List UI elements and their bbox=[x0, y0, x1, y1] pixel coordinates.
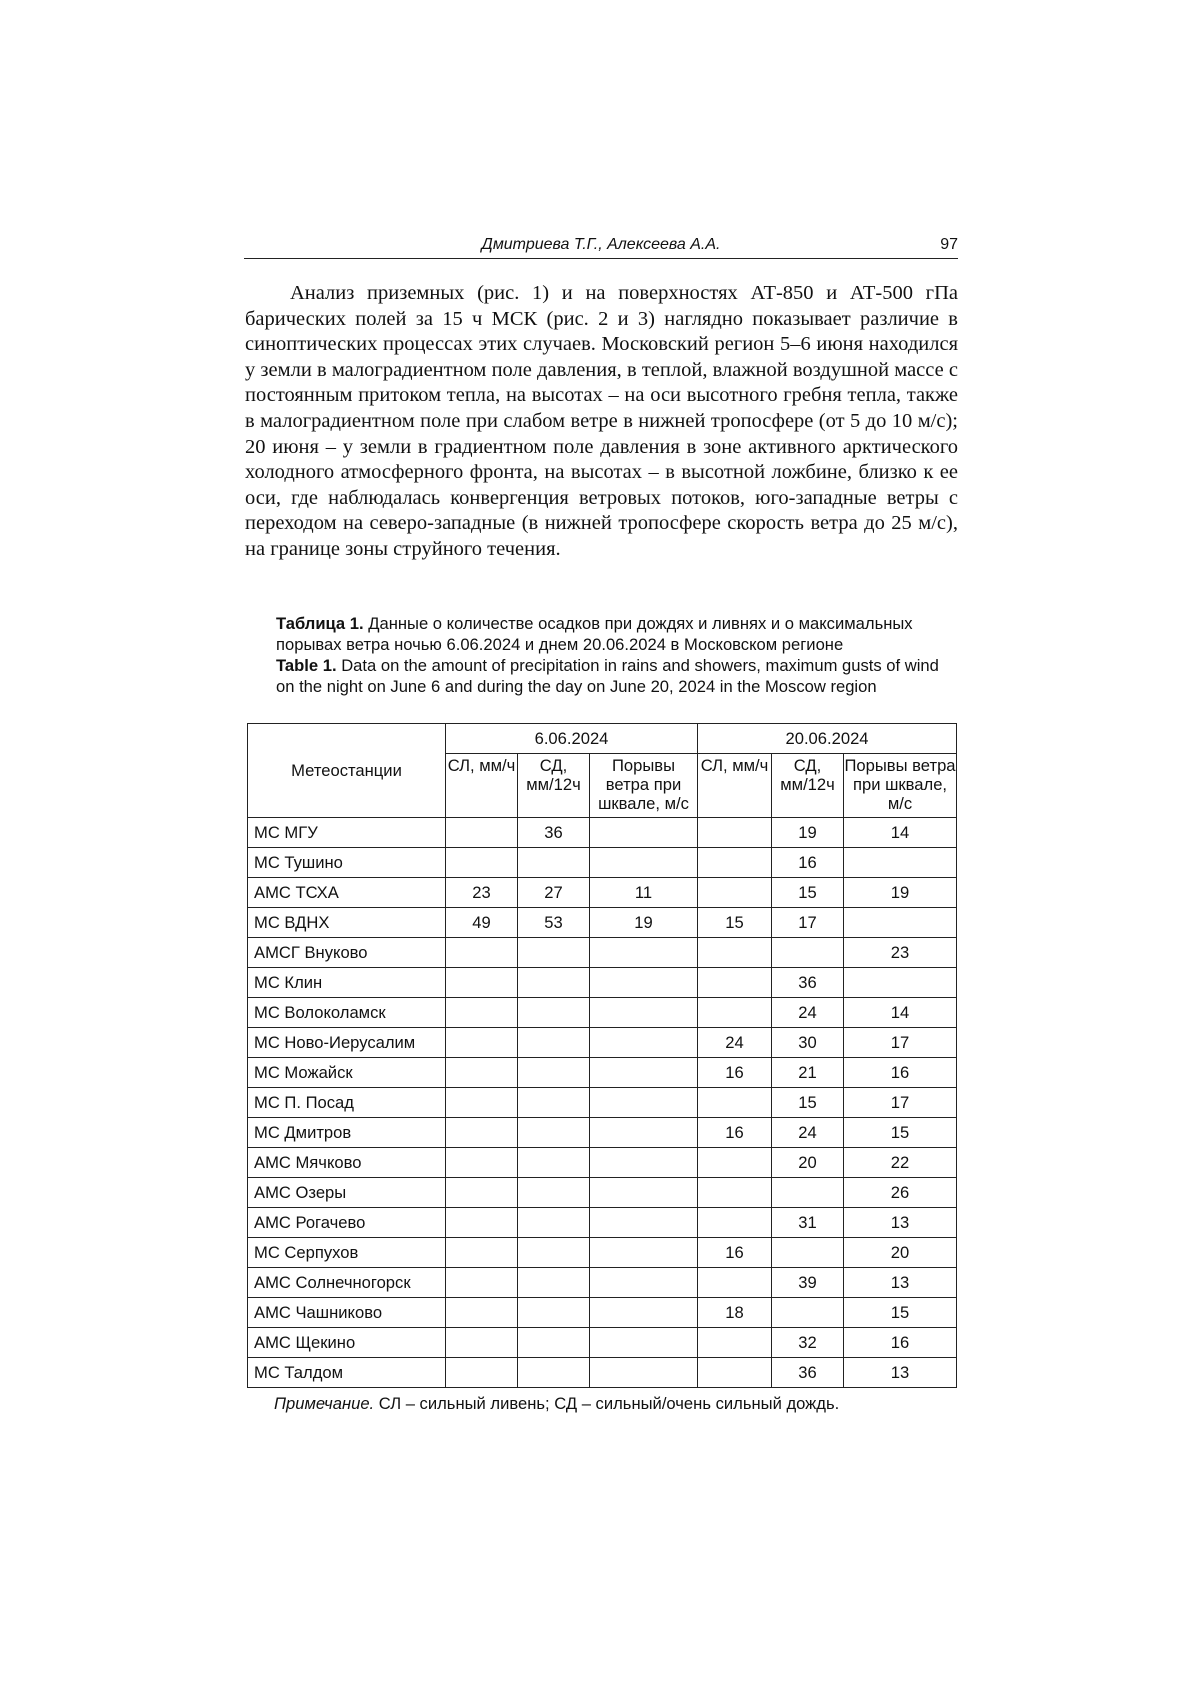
table-note bbox=[274, 1394, 954, 1414]
cell-sd-6-06: 27 bbox=[518, 878, 590, 908]
cell-sd-6-06 bbox=[518, 1358, 590, 1388]
table-row bbox=[248, 1148, 957, 1178]
cell-sd-20-06: 39 bbox=[772, 1268, 844, 1298]
cell-sl-6-06 bbox=[446, 1358, 518, 1388]
cell-sd-6-06 bbox=[518, 1058, 590, 1088]
cell-station: АМС Щекино bbox=[248, 1328, 446, 1358]
cell-sl-20-06 bbox=[698, 938, 772, 968]
cell-gust-6-06 bbox=[590, 1328, 698, 1358]
cell-station: АМСГ Внуково bbox=[248, 938, 446, 968]
cell-sl-6-06 bbox=[446, 1208, 518, 1238]
cell-sl-6-06 bbox=[446, 1178, 518, 1208]
cell-sd-6-06 bbox=[518, 1178, 590, 1208]
cell-sl-20-06 bbox=[698, 1358, 772, 1388]
cell-gust-6-06 bbox=[590, 1178, 698, 1208]
cell-station: АМС Солнечногорск bbox=[248, 1268, 446, 1298]
cell-sl-6-06 bbox=[446, 1268, 518, 1298]
cell-sl-20-06: 16 bbox=[698, 1238, 772, 1268]
cell-sd-20-06: 21 bbox=[772, 1058, 844, 1088]
running-head bbox=[244, 236, 958, 259]
cell-station: МС П. Посад bbox=[248, 1088, 446, 1118]
cell-gust-20-06: 14 bbox=[844, 818, 957, 848]
cell-sl-6-06 bbox=[446, 1058, 518, 1088]
note-label: Примечание. bbox=[274, 1394, 375, 1413]
cell-sd-6-06 bbox=[518, 1268, 590, 1298]
cell-station: МС Талдом bbox=[248, 1358, 446, 1388]
cell-station: МС Серпухов bbox=[248, 1238, 446, 1268]
cell-sl-6-06 bbox=[446, 968, 518, 998]
cell-station: АМС ТСХА bbox=[248, 878, 446, 908]
cell-gust-20-06 bbox=[844, 908, 957, 938]
cell-sl-20-06 bbox=[698, 998, 772, 1028]
cell-station: МС Тушино bbox=[248, 848, 446, 878]
table-row bbox=[248, 1088, 957, 1118]
cell-sd-6-06 bbox=[518, 1208, 590, 1238]
table-row bbox=[248, 1178, 957, 1208]
cell-sd-20-06: 15 bbox=[772, 878, 844, 908]
cell-gust-6-06 bbox=[590, 968, 698, 998]
caption-ru bbox=[276, 613, 946, 655]
cell-gust-6-06 bbox=[590, 1208, 698, 1238]
cell-gust-20-06: 14 bbox=[844, 998, 957, 1028]
cell-sd-20-06: 19 bbox=[772, 818, 844, 848]
cell-station: МС ВДНХ bbox=[248, 908, 446, 938]
cell-gust-20-06: 22 bbox=[844, 1148, 957, 1178]
header-gust-1: Порывы ветра при шквале, м/с bbox=[590, 754, 698, 818]
cell-gust-6-06 bbox=[590, 1088, 698, 1118]
cell-sl-6-06 bbox=[446, 1028, 518, 1058]
cell-sd-6-06 bbox=[518, 968, 590, 998]
cell-station: МС Дмитров bbox=[248, 1118, 446, 1148]
cell-gust-20-06: 20 bbox=[844, 1238, 957, 1268]
cell-gust-6-06 bbox=[590, 1148, 698, 1178]
table-row bbox=[248, 1118, 957, 1148]
cell-sd-20-06: 31 bbox=[772, 1208, 844, 1238]
cell-sl-20-06 bbox=[698, 818, 772, 848]
table-row bbox=[248, 1298, 957, 1328]
cell-gust-6-06 bbox=[590, 818, 698, 848]
cell-sd-20-06: 36 bbox=[772, 968, 844, 998]
cell-sd-6-06: 53 bbox=[518, 908, 590, 938]
cell-sd-6-06 bbox=[518, 998, 590, 1028]
cell-sl-20-06 bbox=[698, 1268, 772, 1298]
cell-sd-6-06 bbox=[518, 1328, 590, 1358]
header-gust-2: Порывы ветра при шквале, м/с bbox=[844, 754, 957, 818]
cell-sl-20-06: 18 bbox=[698, 1298, 772, 1328]
caption-en-text: Data on the amount of precipitation in rains and showers, maximum gusts of wind on the night on June 6 and during the day on June 20, 2024 in the Moscow region bbox=[276, 656, 939, 696]
cell-sl-6-06 bbox=[446, 1118, 518, 1148]
cell-sd-20-06: 20 bbox=[772, 1148, 844, 1178]
table-body bbox=[248, 818, 957, 1388]
cell-gust-20-06: 17 bbox=[844, 1028, 957, 1058]
cell-gust-6-06 bbox=[590, 1268, 698, 1298]
caption-en-label: Table 1. bbox=[276, 656, 337, 675]
cell-gust-6-06: 19 bbox=[590, 908, 698, 938]
header-sd-1: СД, мм/12ч bbox=[518, 754, 590, 818]
cell-gust-6-06 bbox=[590, 1028, 698, 1058]
table-row bbox=[248, 1358, 957, 1388]
cell-sl-20-06: 16 bbox=[698, 1058, 772, 1088]
cell-sd-6-06 bbox=[518, 1238, 590, 1268]
cell-gust-20-06: 16 bbox=[844, 1328, 957, 1358]
cell-gust-20-06: 23 bbox=[844, 938, 957, 968]
cell-sl-20-06 bbox=[698, 968, 772, 998]
header-sd-2: СД, мм/12ч bbox=[772, 754, 844, 818]
cell-sl-6-06 bbox=[446, 1298, 518, 1328]
table-row bbox=[248, 998, 957, 1028]
cell-sl-20-06 bbox=[698, 848, 772, 878]
table-row bbox=[248, 1268, 957, 1298]
cell-sl-20-06 bbox=[698, 1178, 772, 1208]
cell-sl-20-06: 24 bbox=[698, 1028, 772, 1058]
cell-sl-6-06: 23 bbox=[446, 878, 518, 908]
cell-sd-20-06: 15 bbox=[772, 1088, 844, 1118]
cell-sd-20-06 bbox=[772, 1178, 844, 1208]
cell-sd-20-06: 17 bbox=[772, 908, 844, 938]
cell-gust-6-06 bbox=[590, 1358, 698, 1388]
cell-gust-6-06 bbox=[590, 1118, 698, 1148]
table-caption bbox=[276, 613, 946, 697]
caption-ru-text: Данные о количестве осадков при дождях и ливнях и о максимальных порывах ветра ночью 6.06.2024 и днем 20.06.2024 в Московском регионе bbox=[276, 614, 913, 654]
table-row bbox=[248, 1328, 957, 1358]
cell-gust-20-06: 17 bbox=[844, 1088, 957, 1118]
cell-sd-6-06: 36 bbox=[518, 818, 590, 848]
table-row bbox=[248, 908, 957, 938]
cell-sl-6-06 bbox=[446, 998, 518, 1028]
table-row bbox=[248, 878, 957, 908]
cell-gust-6-06 bbox=[590, 998, 698, 1028]
cell-sl-20-06 bbox=[698, 1088, 772, 1118]
cell-gust-20-06: 13 bbox=[844, 1208, 957, 1238]
cell-gust-6-06 bbox=[590, 1238, 698, 1268]
cell-sl-20-06: 15 bbox=[698, 908, 772, 938]
note-text: СЛ – сильный ливень; СД – сильный/очень сильный дождь. bbox=[374, 1394, 840, 1413]
cell-sd-20-06: 24 bbox=[772, 998, 844, 1028]
cell-sd-20-06 bbox=[772, 1298, 844, 1328]
cell-sd-6-06 bbox=[518, 1148, 590, 1178]
header-date-1: 6.06.2024 bbox=[446, 724, 698, 754]
cell-station: АМС Озеры bbox=[248, 1178, 446, 1208]
cell-sl-20-06: 16 bbox=[698, 1118, 772, 1148]
table-row bbox=[248, 1058, 957, 1088]
header-date-2: 20.06.2024 bbox=[698, 724, 957, 754]
table-row bbox=[248, 1208, 957, 1238]
header-authors: Дмитриева Т.Г., Алексеева А.А. bbox=[481, 236, 721, 253]
header-sl-2: СЛ, мм/ч bbox=[698, 754, 772, 818]
cell-gust-20-06: 13 bbox=[844, 1358, 957, 1388]
cell-sl-20-06 bbox=[698, 1208, 772, 1238]
cell-sl-6-06 bbox=[446, 848, 518, 878]
table-row bbox=[248, 938, 957, 968]
cell-gust-20-06: 16 bbox=[844, 1058, 957, 1088]
cell-sd-20-06: 24 bbox=[772, 1118, 844, 1148]
cell-gust-6-06 bbox=[590, 1298, 698, 1328]
cell-gust-20-06 bbox=[844, 968, 957, 998]
cell-sd-6-06 bbox=[518, 848, 590, 878]
cell-gust-6-06 bbox=[590, 938, 698, 968]
table-row bbox=[248, 848, 957, 878]
caption-en bbox=[276, 655, 946, 697]
cell-gust-20-06: 13 bbox=[844, 1268, 957, 1298]
cell-sl-6-06 bbox=[446, 1238, 518, 1268]
cell-sd-6-06 bbox=[518, 1298, 590, 1328]
cell-station: МС Можайск bbox=[248, 1058, 446, 1088]
cell-sl-6-06: 49 bbox=[446, 908, 518, 938]
cell-station: МС МГУ bbox=[248, 818, 446, 848]
header-stations: Метеостанции bbox=[248, 724, 446, 818]
cell-station: МС Ново-Иерусалим bbox=[248, 1028, 446, 1058]
cell-sd-6-06 bbox=[518, 1118, 590, 1148]
cell-sd-20-06 bbox=[772, 1238, 844, 1268]
cell-sl-6-06 bbox=[446, 1088, 518, 1118]
cell-gust-20-06: 26 bbox=[844, 1178, 957, 1208]
caption-ru-label: Таблица 1. bbox=[276, 614, 364, 633]
cell-gust-20-06: 15 bbox=[844, 1118, 957, 1148]
cell-station: МС Волоколамск bbox=[248, 998, 446, 1028]
table-head bbox=[248, 724, 957, 818]
cell-gust-6-06 bbox=[590, 1058, 698, 1088]
cell-sd-6-06 bbox=[518, 1088, 590, 1118]
table-row bbox=[248, 818, 957, 848]
cell-gust-20-06: 19 bbox=[844, 878, 957, 908]
cell-station: АМС Мячково bbox=[248, 1148, 446, 1178]
cell-sd-6-06 bbox=[518, 938, 590, 968]
cell-gust-20-06: 15 bbox=[844, 1298, 957, 1328]
cell-sd-20-06 bbox=[772, 938, 844, 968]
cell-station: АМС Чашниково bbox=[248, 1298, 446, 1328]
precipitation-table bbox=[247, 723, 957, 1388]
cell-sl-6-06 bbox=[446, 818, 518, 848]
cell-sd-20-06: 16 bbox=[772, 848, 844, 878]
cell-sl-6-06 bbox=[446, 1328, 518, 1358]
page-number: 97 bbox=[940, 236, 958, 253]
cell-station: МС Клин bbox=[248, 968, 446, 998]
cell-sd-6-06 bbox=[518, 1028, 590, 1058]
table-row bbox=[248, 1028, 957, 1058]
cell-station: АМС Рогачево bbox=[248, 1208, 446, 1238]
cell-sd-20-06: 36 bbox=[772, 1358, 844, 1388]
cell-sl-6-06 bbox=[446, 1148, 518, 1178]
cell-sl-20-06 bbox=[698, 878, 772, 908]
header-sl-1: СЛ, мм/ч bbox=[446, 754, 518, 818]
cell-sd-20-06: 32 bbox=[772, 1328, 844, 1358]
cell-sd-20-06: 30 bbox=[772, 1028, 844, 1058]
cell-sl-20-06 bbox=[698, 1148, 772, 1178]
cell-gust-6-06: 11 bbox=[590, 878, 698, 908]
cell-gust-6-06 bbox=[590, 848, 698, 878]
table-row bbox=[248, 1238, 957, 1268]
body-paragraph: Анализ приземных (рис. 1) и на поверхностях АТ-850 и АТ-500 гПа барических полей за 15 ч МСК (рис. 2 и 3) наглядно показывает различие в синоптических процессах этих случаев. Московский регион 5–6 июня находился у земли в малоградиентном поле давления, в теплой, влажной воздушной массе с постоянным притоком тепла, на высотах – на оси высотного гребня тепла, также в малоградиентном поле при слабом ветре в нижней тропосфере (от 5 до 10 м/с); 20 июня – у земли в градиентном поле давления в зоне активного арктического холодного атмосферного фронта, на высотах – в высотной ложбине, близко к ее оси, где наблюдалась конвергенция ветровых потоков, юго-западные ветры с переходом на северо-западные (в нижней тропосфере скорость ветра до 25 м/с), на границе зоны струйного течения. bbox=[245, 282, 958, 560]
table-row bbox=[248, 968, 957, 998]
cell-sl-20-06 bbox=[698, 1328, 772, 1358]
cell-gust-20-06 bbox=[844, 848, 957, 878]
cell-sl-6-06 bbox=[446, 938, 518, 968]
